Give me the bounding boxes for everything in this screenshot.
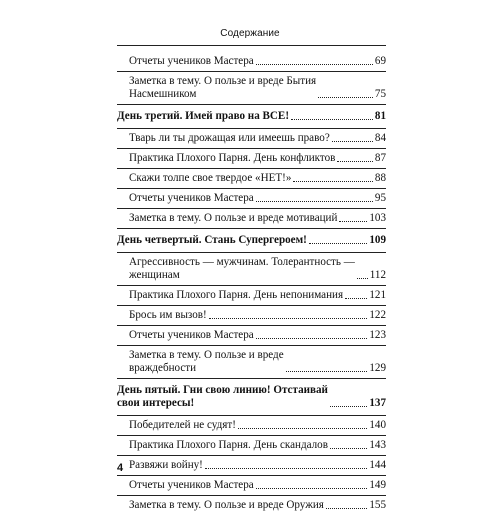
entry-page-number: 69 bbox=[374, 55, 386, 67]
toc-section bbox=[117, 52, 386, 104]
running-title: Содержание bbox=[220, 28, 280, 39]
entry-title: Заметка в тему. О пользе и вреде враждебности bbox=[129, 349, 284, 374]
dot-leader bbox=[209, 317, 368, 319]
toc-entry[interactable] bbox=[117, 325, 386, 345]
entry-page-number: 123 bbox=[369, 329, 386, 341]
entry-title: Заметка в тему. О пользе и вреде мотиваций bbox=[129, 212, 338, 224]
chapter-page-number: 81 bbox=[374, 110, 386, 122]
toc-entry[interactable] bbox=[117, 208, 386, 228]
entry-title: Практика Плохого Парня. День скандалов bbox=[129, 439, 328, 451]
dot-leader bbox=[256, 200, 373, 202]
entry-title: Отчеты учеников Мастера bbox=[129, 329, 254, 341]
header-rule bbox=[117, 45, 386, 46]
dot-leader bbox=[238, 427, 367, 429]
entry-title: Отчеты учеников Мастера bbox=[129, 192, 254, 204]
chapter-page-number: 109 bbox=[369, 234, 386, 246]
entry-page-number: 84 bbox=[374, 132, 386, 144]
toc-entry[interactable] bbox=[117, 475, 386, 495]
page-number: 4 bbox=[117, 462, 124, 474]
entry-page-number: 121 bbox=[369, 289, 386, 301]
entry-title: Победителей не судят! bbox=[129, 419, 236, 431]
dot-leader bbox=[339, 220, 367, 222]
entry-page-number: 129 bbox=[369, 362, 386, 374]
table-of-contents bbox=[117, 52, 386, 515]
toc-entry[interactable] bbox=[117, 71, 386, 104]
toc-entry[interactable] bbox=[117, 435, 386, 455]
chapter-title: День третий. Имей право на ВСЕ! bbox=[117, 110, 290, 122]
entry-page-number: 155 bbox=[369, 499, 386, 511]
entry-page-number: 143 bbox=[369, 439, 386, 451]
dot-leader bbox=[205, 467, 367, 469]
entry-page-number: 103 bbox=[369, 212, 386, 224]
entry-page-number: 140 bbox=[369, 419, 386, 431]
dot-leader bbox=[286, 370, 368, 372]
entry-title: Агрессивность — мужчинам. Толерантность — женщинам bbox=[129, 256, 355, 281]
toc-entry[interactable] bbox=[117, 495, 386, 515]
entry-title: Скажи толпе свое твердое «НЕТ!» bbox=[129, 172, 292, 184]
entry-title: Заметка в тему. О пользе и вреде Бытия Насмешником bbox=[129, 75, 317, 100]
entry-title: Практика Плохого Парня. День конфликтов bbox=[129, 152, 336, 164]
dot-leader bbox=[330, 405, 367, 407]
entry-page-number: 144 bbox=[369, 459, 386, 471]
entry-page-number: 122 bbox=[369, 309, 386, 321]
entry-page-number: 75 bbox=[374, 88, 386, 100]
toc-entry[interactable] bbox=[117, 252, 386, 285]
entry-title: Отчеты учеников Мастера bbox=[129, 55, 254, 67]
dot-leader bbox=[318, 96, 373, 98]
chapter-title: День четвертый. Стань Супергероем! bbox=[117, 234, 307, 246]
entry-page-number: 112 bbox=[369, 269, 386, 281]
dot-leader bbox=[256, 487, 368, 489]
toc-entry[interactable] bbox=[117, 128, 386, 148]
entry-title: Практика Плохого Парня. День непонимания bbox=[129, 289, 344, 301]
dot-leader bbox=[256, 337, 368, 339]
entry-title: Отчеты учеников Мастера bbox=[129, 479, 254, 491]
entry-page-number: 95 bbox=[374, 192, 386, 204]
chapter-title: День пятый. Гни свою линию! Отстаивай свои интересы! bbox=[117, 384, 328, 409]
dot-leader bbox=[309, 242, 368, 244]
toc-entry[interactable] bbox=[117, 188, 386, 208]
dot-leader bbox=[256, 63, 373, 65]
dot-leader bbox=[326, 507, 367, 509]
entry-page-number: 149 bbox=[369, 479, 386, 491]
toc-chapter-heading[interactable] bbox=[117, 229, 386, 252]
dot-leader bbox=[332, 140, 373, 142]
entry-title: Тварь ли ты дрожащая или имеешь право? bbox=[129, 132, 330, 144]
toc-entry[interactable] bbox=[117, 305, 386, 325]
dot-leader bbox=[357, 277, 368, 279]
toc-entry[interactable] bbox=[117, 345, 386, 378]
toc-entry[interactable] bbox=[117, 168, 386, 188]
toc-entry[interactable] bbox=[117, 285, 386, 305]
dot-leader bbox=[291, 118, 373, 120]
dot-leader bbox=[345, 297, 367, 299]
toc-entry[interactable] bbox=[117, 415, 386, 435]
entry-title: Брось им вызов! bbox=[129, 309, 207, 321]
dot-leader bbox=[337, 160, 373, 162]
chapter-page-number: 137 bbox=[369, 397, 386, 409]
dot-leader bbox=[293, 180, 373, 182]
toc-section bbox=[117, 104, 386, 228]
toc-section bbox=[117, 378, 386, 515]
toc-entry[interactable] bbox=[117, 52, 386, 71]
toc-chapter-heading[interactable] bbox=[117, 379, 386, 415]
toc-section bbox=[117, 228, 386, 378]
toc-chapter-heading[interactable] bbox=[117, 105, 386, 128]
entry-title: Заметка в тему. О пользе и вреде Оружия bbox=[129, 499, 324, 511]
toc-entry[interactable] bbox=[117, 455, 386, 475]
entry-title: Развяжи войну! bbox=[129, 459, 203, 471]
entry-page-number: 87 bbox=[374, 152, 386, 164]
entry-page-number: 88 bbox=[374, 172, 386, 184]
toc-entry[interactable] bbox=[117, 148, 386, 168]
dot-leader bbox=[330, 447, 367, 449]
